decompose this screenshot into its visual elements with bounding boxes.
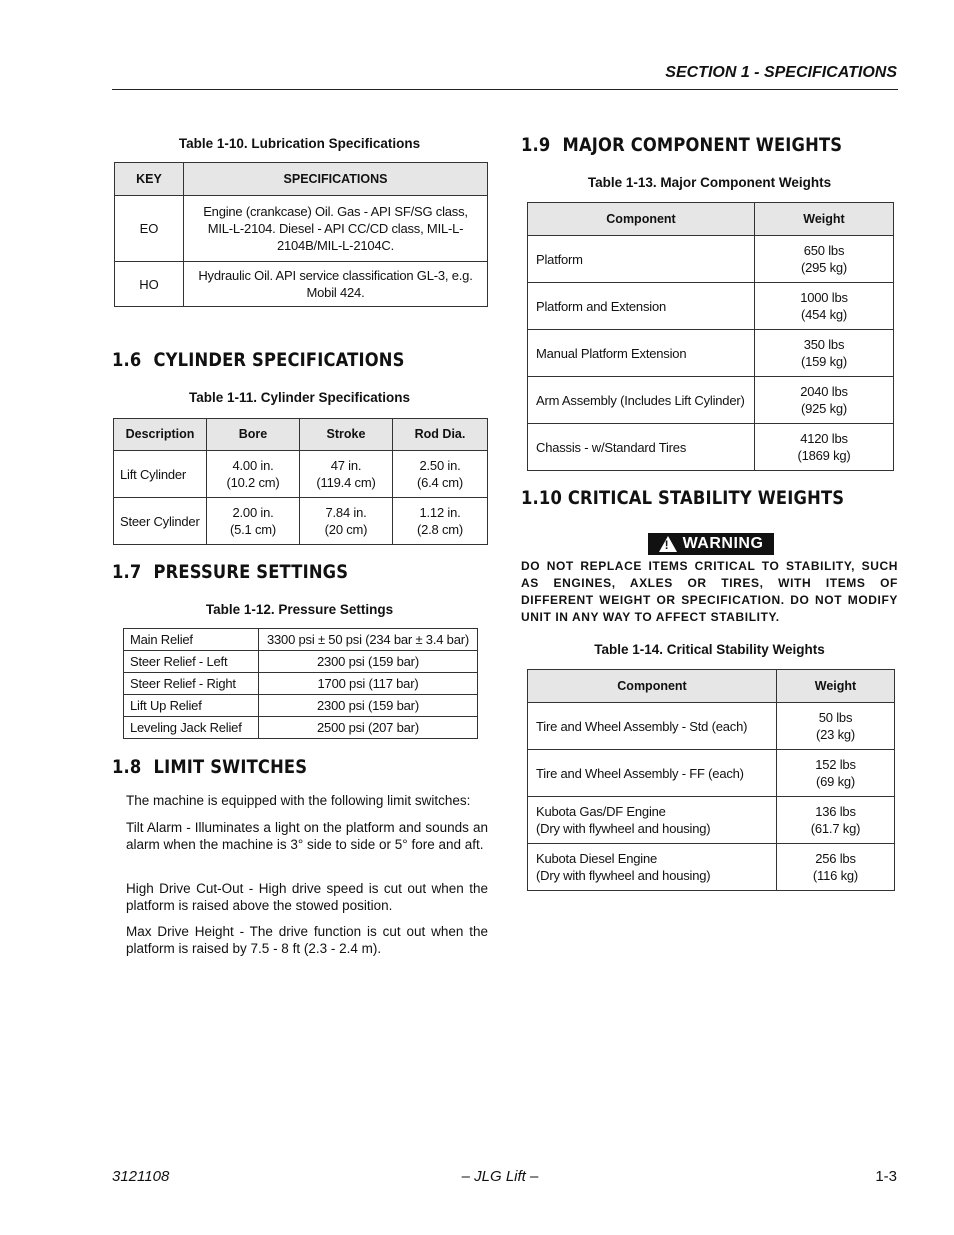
pressure-table (123, 628, 478, 739)
table-cell: Main Relief (124, 629, 259, 651)
table-header: Bore (207, 419, 300, 451)
paragraph: Tilt Alarm - Illuminates a light on the platform and sounds an alarm when the machine is 3° side to side or 5° fore and aft. (126, 820, 488, 852)
table-header: Weight (755, 203, 894, 236)
table-cell: Leveling Jack Relief (124, 717, 259, 739)
table-cell: 7.84 in. (20 cm) (300, 498, 393, 545)
table-cell: 1.12 in. (2.8 cm) (393, 498, 488, 545)
table-cell: 136 lbs (61.7 kg) (777, 797, 895, 844)
paragraph: The machine is equipped with the following limit switches: (126, 793, 471, 808)
critical-weights-table-caption: Table 1-14. Critical Stability Weights (594, 642, 825, 657)
table-cell: Lift Cylinder (114, 451, 207, 498)
table-cell: 350 lbs (159 kg) (755, 330, 894, 377)
table-header: Description (114, 419, 207, 451)
header-rule (112, 89, 898, 90)
table-cell: Steer Relief - Left (124, 651, 259, 673)
footer-doc-number: 3121108 (112, 1168, 170, 1185)
table-cell: 4.00 in. (10.2 cm) (207, 451, 300, 498)
warning-triangle-icon: ! (659, 536, 677, 552)
table-cell: 256 lbs (116 kg) (777, 844, 895, 891)
table-cell: Lift Up Relief (124, 695, 259, 717)
section-heading-pressure: 1.7 PRESSURE SETTINGS (112, 561, 349, 583)
table-cell: Kubota Gas/DF Engine (Dry with flywheel and housing) (528, 797, 777, 844)
warning-badge (648, 533, 774, 555)
table-cell: 47 in. (119.4 cm) (300, 451, 393, 498)
table-cell: 2500 psi (207 bar) (259, 717, 478, 739)
lubrication-table (114, 162, 488, 307)
table-cell: 2.00 in. (5.1 cm) (207, 498, 300, 545)
pressure-table-caption: Table 1-12. Pressure Settings (205, 602, 394, 617)
table-cell: 2300 psi (159 bar) (259, 695, 478, 717)
table-cell: Platform and Extension (528, 283, 755, 330)
table-cell: 50 lbs (23 kg) (777, 703, 895, 750)
section-title: SECTION 1 - SPECIFICATIONS (665, 64, 897, 81)
table-cell: Chassis - w/Standard Tires (528, 424, 755, 471)
table-cell: Tire and Wheel Assembly - FF (each) (528, 750, 777, 797)
section-heading-cylinder: 1.6 CYLINDER SPECIFICATIONS (112, 349, 405, 371)
table-cell: 3300 psi ± 50 psi (234 bar ± 3.4 bar) (259, 629, 478, 651)
cylinder-table-caption: Table 1-11. Cylinder Specifications (188, 390, 411, 405)
paragraph: High Drive Cut-Out - High drive speed is cut out when the platform is raised above the stowed position. (126, 881, 488, 913)
table-cell: 2.50 in. (6.4 cm) (393, 451, 488, 498)
table-cell: 152 lbs (69 kg) (777, 750, 895, 797)
table-cell: Hydraulic Oil. API service classification GL-3, e.g. Mobil 424. (184, 262, 488, 307)
table-cell: 2040 lbs (925 kg) (755, 377, 894, 424)
table-cell: 650 lbs (295 kg) (755, 236, 894, 283)
warning-text: DO NOT REPLACE ITEMS CRITICAL TO STABILITY, SUCH AS ENGINES, AXLES OR TIRES, WITH ITEMS OF DIFFERENT WEIGHT OR SPECIFICATION. DO NOT MODIFY UNIT IN ANY WAY TO AFFECT STABILITY. (521, 559, 898, 624)
table-header: Component (528, 670, 777, 703)
footer-center: – JLG Lift – (461, 1168, 539, 1185)
table-cell: 2300 psi (159 bar) (259, 651, 478, 673)
footer-page-number: 1-3 (875, 1168, 897, 1185)
warning-label: WARNING (682, 535, 764, 552)
table-cell: HO (115, 262, 184, 307)
table-cell: Arm Assembly (Includes Lift Cylinder) (528, 377, 755, 424)
table-cell: Platform (528, 236, 755, 283)
table-header: Stroke (300, 419, 393, 451)
cylinder-table (113, 418, 488, 545)
table-header: Weight (777, 670, 895, 703)
section-heading-major-weights: 1.9 MAJOR COMPONENT WEIGHTS (521, 134, 843, 156)
section-heading-limit-switches: 1.8 LIMIT SWITCHES (112, 756, 308, 778)
table-cell: Steer Cylinder (114, 498, 207, 545)
table-header: Rod Dia. (393, 419, 488, 451)
table-cell: Manual Platform Extension (528, 330, 755, 377)
table-cell: EO (115, 196, 184, 262)
table-header: SPECIFICATIONS (184, 163, 488, 196)
lubrication-table-caption: Table 1-10. Lubrication Specifications (178, 136, 421, 151)
paragraph: Max Drive Height - The drive function is cut out when the platform is raised by 7.5 - 8 ft (2.3 - 2.4 m). (126, 924, 488, 956)
major-weights-table (527, 202, 894, 471)
table-cell: 4120 lbs (1869 kg) (755, 424, 894, 471)
table-header: KEY (115, 163, 184, 196)
critical-weights-table (527, 669, 895, 891)
section-heading-critical-weights: 1.10 CRITICAL STABILITY WEIGHTS (521, 487, 845, 509)
major-weights-table-caption: Table 1-13. Major Component Weights (587, 175, 832, 190)
table-cell: Kubota Diesel Engine (Dry with flywheel and housing) (528, 844, 777, 891)
table-header: Component (528, 203, 755, 236)
table-cell: 1000 lbs (454 kg) (755, 283, 894, 330)
table-cell: 1700 psi (117 bar) (259, 673, 478, 695)
table-cell: Steer Relief - Right (124, 673, 259, 695)
table-cell: Tire and Wheel Assembly - Std (each) (528, 703, 777, 750)
table-cell: Engine (crankcase) Oil. Gas - API SF/SG class, MIL-L-2104. Diesel - API CC/CD class, MIL-L-2104B/MIL-L-2104C. (184, 196, 488, 262)
